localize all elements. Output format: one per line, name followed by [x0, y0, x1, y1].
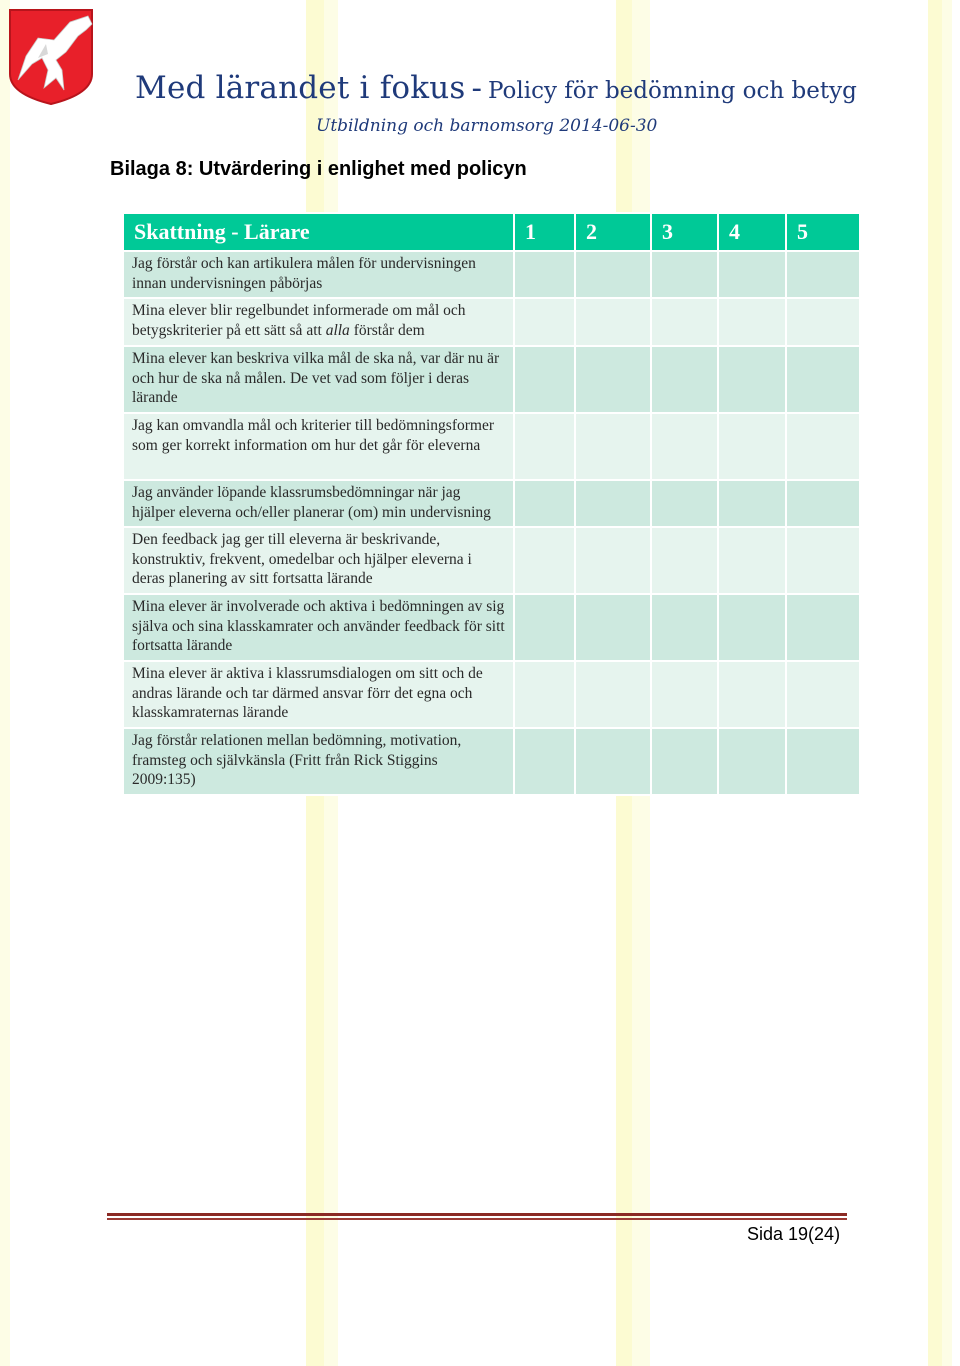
rating-cell[interactable] [575, 661, 651, 728]
footer-rule-thin [107, 1218, 847, 1220]
rating-cell[interactable] [575, 594, 651, 661]
rating-cell[interactable] [514, 298, 575, 346]
rating-cell[interactable] [786, 661, 860, 728]
criteria-cell: Jag förstår relationen mellan bedömning, motivation, framsteg och självkänsla (Fritt från Rick Stiggins 2009:135) [123, 728, 514, 795]
rating-cell[interactable] [575, 527, 651, 594]
rating-cell[interactable] [786, 346, 860, 413]
table-row [123, 298, 860, 346]
criteria-emphasis: alla [325, 321, 350, 339]
header-subtitle: Utbildning och barnomsorg 2014-06-30 [316, 116, 658, 136]
rating-cell[interactable] [651, 346, 718, 413]
table-row [123, 661, 860, 728]
rating-cell[interactable] [786, 251, 860, 298]
rating-cell[interactable] [651, 527, 718, 594]
rating-cell[interactable] [718, 661, 786, 728]
rating-cell[interactable] [718, 728, 786, 795]
rating-cell[interactable] [651, 728, 718, 795]
background-stripe [942, 0, 952, 1366]
rating-cell[interactable] [514, 251, 575, 298]
criteria-cell: Jag förstår och kan artikulera målen för undervisningen innan undervisningen påbörjas [123, 251, 514, 298]
criteria-cell: Den feedback jag ger till eleverna är beskrivande, konstruktiv, frekvent, omedelbar och hjälper eleverna i deras planering av sitt fortsatta lärande [123, 527, 514, 594]
criteria-cell: Jag använder löpande klassrumsbedömningar när jag hjälper eleverna och/eller planerar (om) min undervisning [123, 480, 514, 527]
criteria-cell: Jag kan omvandla mål och kriterier till bedömningsformer som ger korrekt information om hur det går för eleverna [123, 413, 514, 480]
table-row [123, 594, 860, 661]
rating-cell[interactable] [575, 251, 651, 298]
rating-cell[interactable] [786, 298, 860, 346]
rating-cell[interactable] [718, 251, 786, 298]
table-row [123, 413, 860, 480]
table-row [123, 251, 860, 298]
criteria-text: förstår dem [349, 321, 425, 339]
rating-cell[interactable] [575, 413, 651, 480]
footer-rule [107, 1213, 847, 1216]
background-stripe [928, 0, 942, 1366]
rating-cell[interactable] [786, 480, 860, 527]
rating-cell[interactable] [514, 594, 575, 661]
rating-cell[interactable] [514, 346, 575, 413]
header-title-separator: - [471, 70, 482, 106]
table-row [123, 728, 860, 795]
rating-cell[interactable] [651, 298, 718, 346]
page-number: Sida 19(24) [747, 1224, 841, 1244]
rating-cell[interactable] [514, 480, 575, 527]
criteria-text: Mina elever blir regelbundet informerade om mål och betygskriterier på ett sätt så att [132, 302, 466, 339]
column-header-1: 1 [514, 213, 575, 251]
rating-cell[interactable] [786, 728, 860, 795]
header-title-main: Med lärandet i fokus [135, 70, 466, 106]
column-header-criteria: Skattning - Lärare [123, 213, 514, 251]
criteria-cell: Mina elever kan beskriva vilka mål de ska nå, var där nu är och hur de ska nå målen. De vet vad som följer i deras lärande [123, 346, 514, 413]
background-stripe [0, 0, 10, 1366]
rating-cell[interactable] [514, 728, 575, 795]
rating-cell[interactable] [718, 413, 786, 480]
rating-cell[interactable] [651, 661, 718, 728]
rating-table [122, 212, 861, 796]
rating-cell[interactable] [718, 480, 786, 527]
column-header-4: 4 [718, 213, 786, 251]
rating-cell[interactable] [718, 298, 786, 346]
rating-cell[interactable] [651, 413, 718, 480]
rating-cell[interactable] [718, 594, 786, 661]
criteria-cell: Mina elever är involverade och aktiva i bedömningen av sig själva och sina klasskamrater och använder feedback för sitt fortsatta lärande [123, 594, 514, 661]
column-header-5: 5 [786, 213, 860, 251]
header-title-sub: Policy för bedömning och betyg [488, 78, 857, 104]
criteria-cell [123, 298, 514, 346]
column-header-2: 2 [575, 213, 651, 251]
rating-cell[interactable] [651, 251, 718, 298]
rating-cell[interactable] [651, 480, 718, 527]
attachment-title: Bilaga 8: Utvärdering i enlighet med policyn [110, 158, 527, 180]
rating-cell[interactable] [575, 728, 651, 795]
rating-cell[interactable] [514, 527, 575, 594]
document-header-title [135, 70, 857, 106]
rating-cell[interactable] [575, 480, 651, 527]
table-header-row [123, 213, 860, 251]
rating-cell[interactable] [514, 413, 575, 480]
table-row [123, 527, 860, 594]
criteria-cell: Mina elever är aktiva i klassrumsdialogen om sitt och de andras lärande och tar därmed ansvar förr det egna och klasskamraternas lärande [123, 661, 514, 728]
municipality-logo-icon [8, 8, 94, 106]
rating-cell[interactable] [575, 298, 651, 346]
table-row [123, 346, 860, 413]
rating-cell[interactable] [786, 594, 860, 661]
rating-cell[interactable] [718, 527, 786, 594]
rating-cell[interactable] [514, 661, 575, 728]
rating-cell[interactable] [786, 413, 860, 480]
rating-cell[interactable] [651, 594, 718, 661]
rating-cell[interactable] [575, 346, 651, 413]
rating-cell[interactable] [786, 527, 860, 594]
column-header-3: 3 [651, 213, 718, 251]
table-row [123, 480, 860, 527]
rating-cell[interactable] [718, 346, 786, 413]
